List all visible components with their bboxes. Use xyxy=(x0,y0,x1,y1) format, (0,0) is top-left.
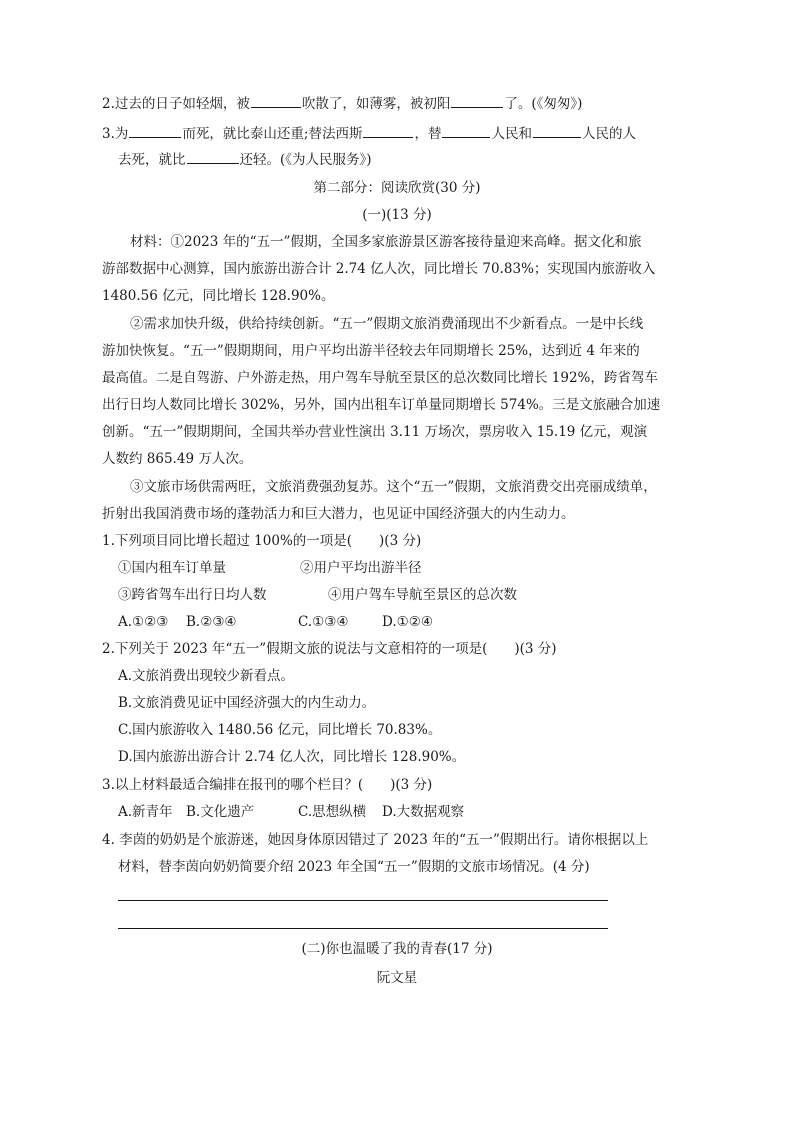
question-1-items-row xyxy=(118,558,422,578)
material-para3-line: ③文旅市场供需两旺，文旅消费强劲复苏。这个“五一”假期，文旅消费交出亮丽成绩单， xyxy=(130,479,657,495)
question-3-options xyxy=(118,802,465,822)
question-1-items-row xyxy=(118,585,517,605)
option-c[interactable]: C.国内旅游收入 1480.56 亿元，同比增长 70.83%。 xyxy=(118,722,442,738)
option-a[interactable]: A.新青年 xyxy=(118,804,173,820)
option-c[interactable]: C.思想纵横 xyxy=(298,804,367,820)
fill-question-3-cont xyxy=(118,150,372,170)
question-1-item: ④用户驾车导航至景区的总次数 xyxy=(328,587,517,603)
fill-q2-text-a: 2.过去的日子如轻烟，被 xyxy=(102,96,250,112)
question-4-stem: 4. 李茵的奶奶是个旅游迷，她因身体原因错过了 2023 年的“五一”假期出行。请你根据以上 xyxy=(102,832,649,848)
answer-line[interactable] xyxy=(118,928,608,929)
material-para1-line: 1480.56 亿元，同比增长 128.90%。 xyxy=(102,288,335,304)
answer-blank[interactable] xyxy=(442,124,490,138)
part2-author: 阮文星 xyxy=(376,970,418,986)
option-d[interactable]: D.①②④ xyxy=(382,614,433,630)
question-4-stem-cont: 材料，替李茵向奶奶简要介绍 2023 年全国“五一”假期的文旅市场情况。(4 分) xyxy=(118,859,590,875)
option-b[interactable]: B.②③④ xyxy=(186,614,237,630)
answer-blank[interactable] xyxy=(363,124,413,138)
option-c[interactable]: C.①③④ xyxy=(298,614,349,630)
fill-q3-text-c: ，替 xyxy=(414,126,442,142)
option-b[interactable]: B.文化遗产 xyxy=(186,804,255,820)
answer-line[interactable] xyxy=(118,900,608,901)
option-a[interactable]: A.文旅消费出现较少新看点。 xyxy=(118,668,295,684)
question-1-options xyxy=(118,612,433,632)
fill-q3-text-d: 人民和 xyxy=(491,126,532,142)
option-d[interactable]: D.大数据观察 xyxy=(382,804,465,820)
answer-blank[interactable] xyxy=(251,94,301,108)
fill-question-3 xyxy=(102,124,636,144)
fill-q3-text-e: 人民的人 xyxy=(581,126,636,142)
option-b[interactable]: B.文旅消费见证中国经济强大的内生动力。 xyxy=(118,695,376,711)
section-title: 第二部分：阅读欣赏(30 分) xyxy=(313,180,481,196)
answer-blank[interactable] xyxy=(451,94,503,108)
material-para2-line: 创新。“五一”假期期间，全国共举办营业性演出 3.11 万场次，票房收入 15.19 亿元，观演 xyxy=(102,424,648,440)
part2-title: (二)你也温暖了我的青春(17 分) xyxy=(301,941,493,957)
answer-blank[interactable] xyxy=(129,124,181,138)
answer-blank[interactable] xyxy=(533,124,581,138)
material-para2-line: 最高值。二是自驾游、户外游走热，用户驾车导航至景区的总次数同比增长 192%，跨省驾车 xyxy=(102,370,658,386)
material-para2-line: 人数约 865.49 万人次。 xyxy=(102,451,253,467)
material-para1-line: 游部数据中心测算，国内旅游出游合计 2.74 亿人次，同比增长 70.83%；实现国内旅游收入 xyxy=(102,261,656,277)
option-d[interactable]: D.国内旅游出游合计 2.74 亿人次，同比增长 128.90%。 xyxy=(118,749,466,765)
fill-q3-text-a: 3.为 xyxy=(102,126,129,142)
part1-title: (一)(13 分) xyxy=(362,207,432,223)
question-3-stem: 3.以上材料最适合编排在报刊的哪个栏目？( )(3 分) xyxy=(102,777,433,793)
material-para3-line: 折射出我国消费市场的蓬勃活力和巨大潜力，也见证中国经济强大的内生动力。 xyxy=(102,506,575,522)
question-1-item: ①国内租车订单量 xyxy=(118,560,226,576)
material-para2-line: ②需求加快升级，供给持续创新。“五一”假期文旅消费涌现出不少新看点。一是中长线 xyxy=(130,316,644,332)
material-para2-line: 出行日均人数同比增长 302%，另外，国内出租车订单量同期增长 574%。三是文旅融合加速 xyxy=(102,397,661,413)
question-1-item: ③跨省驾车出行日均人数 xyxy=(118,587,267,603)
option-a[interactable]: A.①②③ xyxy=(118,614,169,630)
fill-question-2 xyxy=(102,94,582,114)
question-1-item: ②用户平均出游半径 xyxy=(300,560,422,576)
answer-blank[interactable] xyxy=(187,150,239,164)
material-para2-line: 游加快恢复。“五一”假期期间，用户平均出游半径较去年同期增长 25%，达到近 4 年来的 xyxy=(102,343,640,359)
question-2-stem: 2.下列关于 2023 年“五一”假期文旅的说法与文意相符的一项是( )(3 分) xyxy=(102,641,557,657)
fill-q2-text-b: 吹散了，如薄雾，被初阳 xyxy=(301,96,451,112)
fill-q3-text-g: 还轻。(《为人民服务》) xyxy=(239,152,372,168)
fill-q2-text-c: 了。(《匆匆》) xyxy=(504,96,583,112)
fill-q3-text-f: 去死，就比 xyxy=(118,152,186,168)
fill-q3-text-b: 而死，就比泰山还重;替法西斯 xyxy=(182,126,363,142)
material-para1-line: 材料：①2023 年的“五一”假期，全国多家旅游景区游客接待量迎来高峰。据文化和旅 xyxy=(130,234,642,250)
question-1-stem: 1.下列项目同比增长超过 100%的一项是( )(3 分) xyxy=(102,533,422,549)
